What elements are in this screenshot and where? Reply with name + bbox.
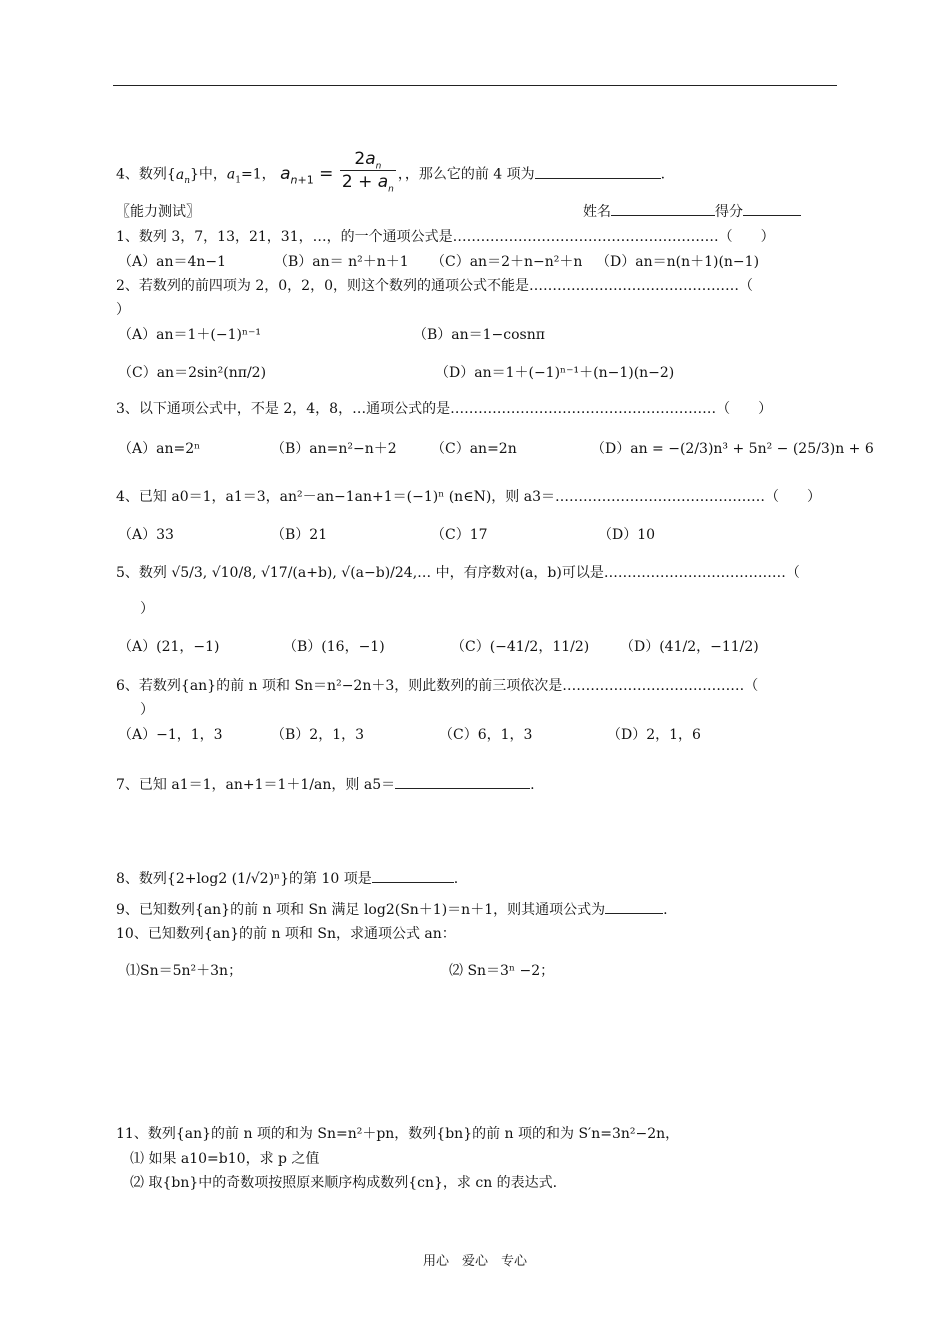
page-footer: 用心 爱心 专心 [422,1254,527,1269]
section-title: 〖能力测试〗 [116,204,200,220]
p10-part-b: ⑵ Sn＝3ⁿ −2； [449,963,555,979]
p2-opt-c[interactable]: （C）an＝2sin²(nπ/2) [118,365,267,381]
score-field[interactable] [743,203,801,216]
p1-stem: 1、数列 3，7，13，21，31，…，的一个通项公式是…………………………………………………（ ） [116,229,775,245]
p5-opt-d[interactable]: （D）(41/2，−11/2) [620,639,759,655]
p11-sub2: ⑵ 取{bn}中的奇数项按照原来顺序构成数列{cn}，求 cn 的表达式. [130,1175,558,1191]
p9-line: 9、已知数列{an}的前 n 项和 Sn 满足 log2(Sn＋1)＝n＋1，则其通项公式为 . [116,902,668,918]
p3-stem: 3、以下通项公式中，不是 2，4，8，…通项公式的是…………………………………………………（ ） [116,401,773,417]
p2-stem: 2、若数列的前四项为 2，0，2，0，则这个数列的通项公式不能是………………………………………（ [116,278,753,294]
p5-stem: 5、数列 √5/3, √10/8, √17/(a+b), √(a−b)/24,… 中，有序数对(a，b)可以是…………………………………（ [116,565,800,581]
p5-close: ） [140,601,154,617]
p10-part-a: ⑴Sn＝5n²＋3n； [126,963,243,979]
p6-opt-d[interactable]: （D）2，1，6 [607,727,701,743]
p3-opt-a[interactable]: （A）an=2ⁿ [118,441,201,457]
q4-prefix: 4、数列 [116,166,167,183]
p2-opt-a[interactable]: （A）an＝1＋(−1)ⁿ⁻¹ [118,327,262,343]
p5-opt-b[interactable]: （B）(16，−1) [283,639,385,655]
p4-opt-a[interactable]: （A）33 [118,527,174,543]
p2-opt-d[interactable]: （D）an＝1＋(−1)ⁿ⁻¹＋(n−1)(n−2) [435,365,675,381]
p11-stem: 11、数列{an}的前 n 项的和为 Sn=n²＋pn，数列{bn}的前 n 项的和为 S′n=3n²−2n， [116,1126,680,1142]
p11-sub1: ⑴ 如果 a10=b10，求 p 之值 [130,1151,320,1167]
p9-text: 9、已知数列{an}的前 n 项和 Sn 满足 log2(Sn＋1)＝n＋1，则其通项公式为 [116,902,606,918]
p1-opt-d[interactable]: （D）an＝n(n＋1)(n−1) [596,254,760,270]
p4-opt-c[interactable]: （C）17 [431,527,488,543]
p4-opt-b[interactable]: （B）21 [271,527,328,543]
p7-line: 7、已知 a1＝1，an+1＝1＋1/an，则 a5＝ . [116,777,535,793]
p6-stem: 6、若数列{an}的前 n 项和 Sn＝n²−2n＋3，则此数列的前三项依次是…………………………………（ [116,678,759,694]
p6-opt-a[interactable]: （A）−1，1，3 [118,727,223,743]
p1-opt-c[interactable]: （C）an＝2＋n−n²＋n [431,254,583,270]
p3-opt-b[interactable]: （B）an=n²−n＋2 [271,441,397,457]
p2-opt-b[interactable]: （B）an＝1−cosnπ [413,327,545,343]
answer-blank[interactable] [535,166,661,179]
p3-opt-d[interactable]: （D）an = −(2/3)n³ + 5n² − (25/3)n + 6 [591,441,874,457]
name-score-line [583,203,801,221]
p5-opt-a[interactable]: （A）(21，−1) [118,639,220,655]
p10-stem: 10、已知数列{an}的前 n 项和 Sn，求通项公式 an： [116,926,456,942]
name-field[interactable] [611,203,715,216]
name-label: 姓名 [583,204,611,220]
q4-line: 4、数列$\{a_n\}$中，$a_1=1$， $a_{n+1}$ = $\frac{2a_n}{2 + a_n}$ ，，那么它的前 4 项为 . [116,149,666,195]
p4-opt-d[interactable]: （D）10 [598,527,656,543]
header-rule [113,85,837,86]
p8-text: 8、数列{2+log2 (1/√2)ⁿ}的第 10 项是 [116,871,372,887]
p8-line: 8、数列{2+log2 (1/√2)ⁿ}的第 10 项是 . [116,871,459,887]
p3-opt-c[interactable]: （C）an=2n [431,441,517,457]
p7-answer-blank[interactable] [395,776,530,789]
score-label: 得分 [715,204,743,220]
p1-opt-b[interactable]: （B）an＝ n²＋n＋1 [274,254,409,270]
p2-close: ） [116,302,130,318]
p9-answer-blank[interactable] [605,901,663,914]
p8-answer-blank[interactable] [372,870,454,883]
p1-opt-a[interactable]: （A）an＝4n−1 [118,254,227,270]
p4-stem: 4、已知 a0＝1，a1＝3，an²－an−1an+1＝(−1)ⁿ (n∈N)，则 a3＝………………………………………（ ） [116,489,821,505]
p6-close: ） [140,702,154,718]
p6-opt-c[interactable]: （C）6，1，3 [439,727,533,743]
p5-opt-c[interactable]: （C）(−41/2，11/2) [451,639,590,655]
q4-suffix: ，那么它的前 4 项为 [404,166,535,183]
p6-opt-b[interactable]: （B）2，1，3 [271,727,365,743]
p7-text: 7、已知 a1＝1，an+1＝1＋1/an，则 a5＝ [116,777,396,793]
